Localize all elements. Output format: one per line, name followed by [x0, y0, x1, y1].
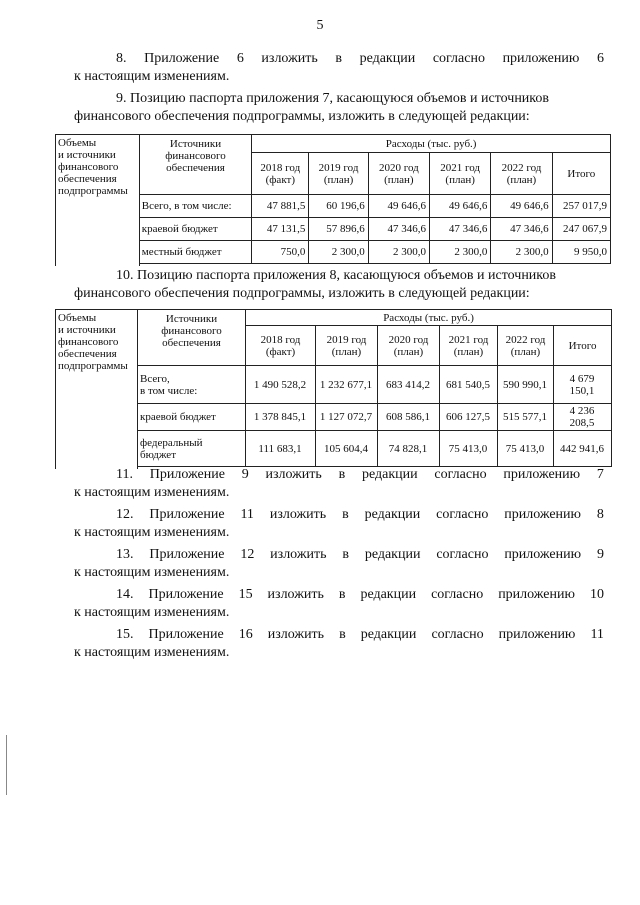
cell: 9 950,0: [552, 241, 610, 264]
item-8-line-2: к настоящим изменениям.: [74, 69, 230, 84]
item-12-line-1: 12. Приложение 11 изложить в редакции согласно приложению 8: [116, 507, 604, 522]
cell: 47 881,5: [252, 195, 309, 218]
year-header: 2020 год (план): [368, 153, 429, 195]
scan-edge-mark: [6, 735, 7, 795]
label-line: и источники: [58, 324, 116, 336]
item-14-line-2: к настоящим изменениям.: [74, 605, 230, 620]
word: 8.: [116, 51, 127, 66]
label-line: подпрограммы: [58, 185, 128, 197]
cell: 75 413,0: [498, 431, 554, 467]
cell: 49 646,6: [368, 195, 429, 218]
label-line: Объемы: [58, 137, 97, 149]
total-header: Итого: [552, 153, 610, 195]
word: 6: [236, 51, 244, 66]
table-row: [56, 431, 612, 467]
word: в: [335, 51, 342, 66]
label-line: обеспечения: [58, 348, 117, 360]
row-label: Всего, в том числе:: [139, 195, 251, 218]
label-line: финансового: [58, 336, 119, 348]
item-12-line-2: к настоящим изменениям.: [74, 525, 230, 540]
cell: 111 683,1: [246, 431, 316, 467]
cell: 2 300,0: [491, 241, 552, 264]
item-8: [74, 50, 604, 86]
table-2-expenses-header: Расходы (тыс. руб.): [246, 310, 612, 326]
cell: 4 679 150,1: [554, 366, 612, 404]
item-15-line-2: к настоящим изменениям.: [74, 645, 230, 660]
table-2-source-header: [138, 310, 246, 366]
cell: 257 017,9: [552, 195, 610, 218]
total-header: Итого: [554, 326, 612, 366]
year-header: 2018 год (факт): [246, 326, 316, 366]
item-15: [74, 626, 604, 662]
cell: 47 346,6: [430, 218, 491, 241]
year-header: 2021 год (план): [430, 153, 491, 195]
table-row: [56, 218, 611, 241]
cell: 750,0: [252, 241, 309, 264]
cell: 2 300,0: [309, 241, 368, 264]
label-line: Объемы: [58, 312, 97, 324]
item-13-line-1: 13. Приложение 12 изложить в редакции согласно приложению 9: [116, 547, 604, 562]
word: приложению: [502, 51, 580, 66]
table-row: [56, 241, 611, 264]
label-line: и источники: [58, 149, 116, 161]
cell: 515 577,1: [498, 404, 554, 431]
year-header: 2022 год (план): [498, 326, 554, 366]
item-13: [74, 546, 604, 582]
label-line: финансового: [58, 161, 119, 173]
item-12: [74, 506, 604, 542]
table-row: [56, 366, 612, 404]
cell: 74 828,1: [378, 431, 440, 467]
header-line: обеспечения: [162, 337, 221, 349]
cell: 2 300,0: [368, 241, 429, 264]
item-14-line-1: 14. Приложение 15 изложить в редакции согласно приложению 10: [116, 587, 604, 602]
item-10-line-2: финансового обеспечения подпрограммы, изложить в следующей редакции:: [74, 286, 530, 301]
word: Приложение: [144, 51, 220, 66]
cell: 681 540,5: [440, 366, 498, 404]
cell: 1 232 677,1: [316, 366, 378, 404]
header-line: Источники: [165, 313, 218, 325]
cell: 47 346,6: [368, 218, 429, 241]
cell: 606 127,5: [440, 404, 498, 431]
word: изложить: [261, 51, 318, 66]
item-13-line-2: к настоящим изменениям.: [74, 565, 230, 580]
table-1-expenses-header: Расходы (тыс. руб.): [252, 135, 611, 153]
cell: 442 941,6: [554, 431, 612, 467]
cell: 4 236 208,5: [554, 404, 612, 431]
item-14: [74, 586, 604, 622]
row-label: краевой бюджет: [139, 218, 251, 241]
year-header: 2022 год (план): [491, 153, 552, 195]
year-header: 2019 год (план): [309, 153, 368, 195]
item-9: [74, 90, 604, 126]
item-11-line-2: к настоящим изменениям.: [74, 485, 230, 500]
item-9-line-2: финансового обеспечения подпрограммы, изложить в следующей редакции:: [74, 109, 530, 124]
item-9-line-1: 9. Позицию паспорта приложения 7, касающуюся объемов и источников: [116, 91, 550, 106]
cell: 608 586,1: [378, 404, 440, 431]
cell: 49 646,6: [491, 195, 552, 218]
table-2: [55, 309, 612, 469]
cell: 247 067,9: [552, 218, 610, 241]
row-label: краевой бюджет: [138, 404, 246, 431]
table-1: [55, 134, 611, 266]
row-label: Всего, в том числе:: [138, 366, 246, 404]
item-15-line-1: 15. Приложение 16 изложить в редакции согласно приложению 11: [116, 627, 604, 642]
cell: 1 490 528,2: [246, 366, 316, 404]
item-10-line-1: 10. Позицию паспорта приложения 8, касающуюся объемов и источников: [116, 268, 557, 283]
row-label: местный бюджет: [139, 241, 251, 264]
cell: 683 414,2: [378, 366, 440, 404]
year-header: 2021 год (план): [440, 326, 498, 366]
year-header: 2019 год (план): [316, 326, 378, 366]
cell: 2 300,0: [430, 241, 491, 264]
table-1-source-header: [139, 135, 251, 195]
word: редакции: [359, 51, 416, 66]
cell: 1 378 845,1: [246, 404, 316, 431]
header-line: обеспечения: [166, 162, 225, 174]
row-label: федеральный бюджет: [138, 431, 246, 467]
cell: 60 196,6: [309, 195, 368, 218]
item-10: [74, 267, 604, 303]
table-2-label-cell: [56, 310, 138, 469]
cell: 590 990,1: [498, 366, 554, 404]
word: 6: [596, 51, 604, 66]
cell: 49 646,6: [430, 195, 491, 218]
cell: 105 604,4: [316, 431, 378, 467]
label-line: подпрограммы: [58, 360, 128, 372]
header-line: финансового: [165, 150, 226, 162]
item-8-line-1: [74, 50, 604, 68]
label-line: обеспечения: [58, 173, 117, 185]
header-line: Источники: [169, 138, 222, 150]
year-header: 2018 год (факт): [252, 153, 309, 195]
table-row: [56, 195, 611, 218]
item-11: [74, 466, 604, 502]
word: согласно: [432, 51, 485, 66]
table-row: [56, 404, 612, 431]
year-header: 2020 год (план): [378, 326, 440, 366]
cell: 47 131,5: [252, 218, 309, 241]
cell: 47 346,6: [491, 218, 552, 241]
cell: 57 896,6: [309, 218, 368, 241]
cell: 75 413,0: [440, 431, 498, 467]
table-1-label-cell: [56, 135, 140, 266]
item-11-line-1: 11. Приложение 9 изложить в редакции согласно приложению 7: [116, 467, 604, 482]
header-line: финансового: [161, 325, 222, 337]
cell: 1 127 072,7: [316, 404, 378, 431]
page-number: 5: [316, 18, 324, 33]
